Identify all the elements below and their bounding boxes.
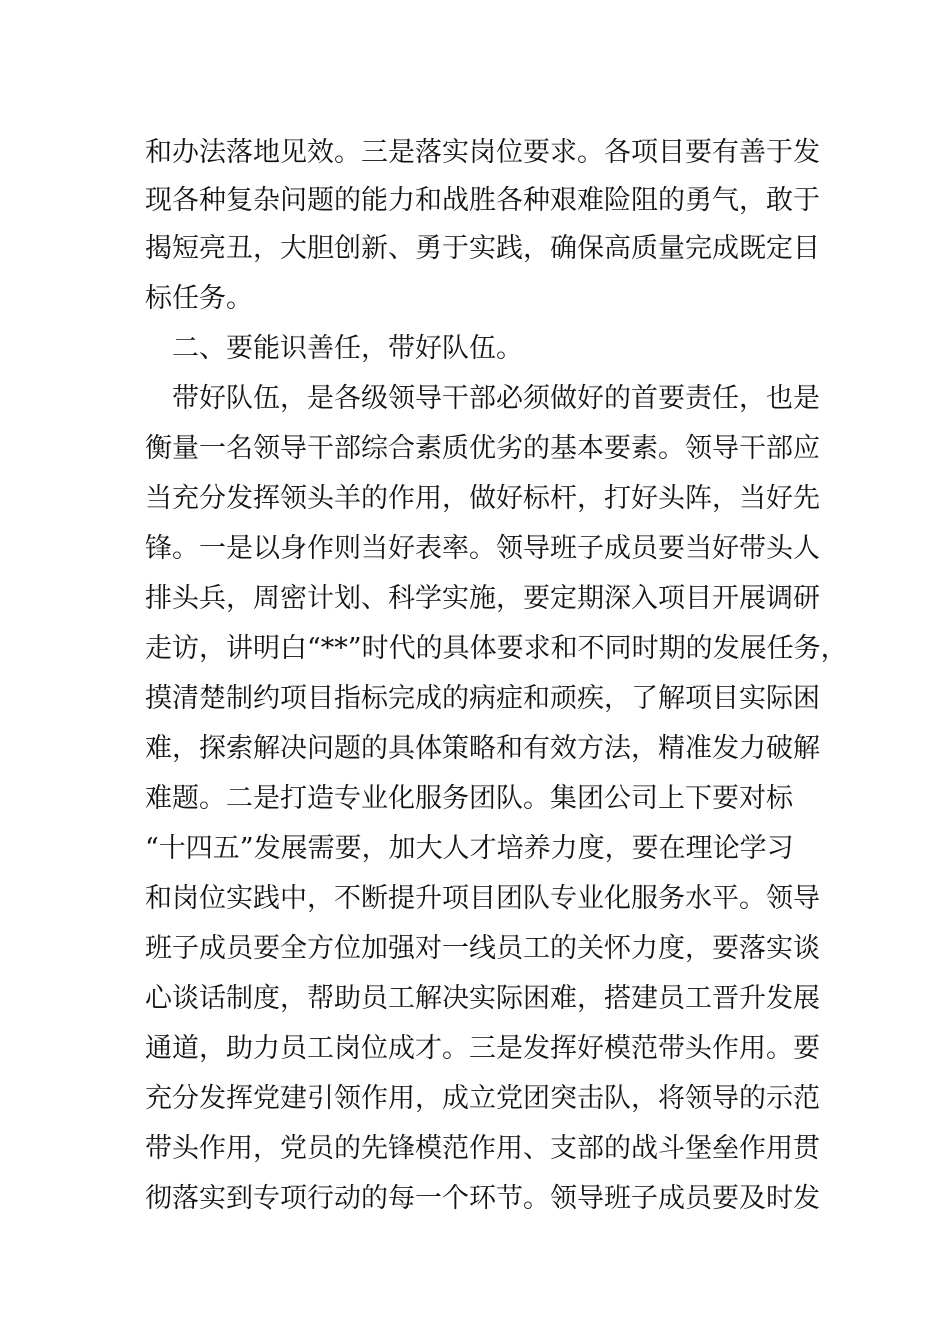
- text-line: 难，探索解决问题的具体策略和有效方法，精准发力破解: [145, 733, 820, 764]
- text-line: 和岗位实践中，不断提升项目团队专业化服务水平。领导: [145, 883, 820, 914]
- text-line: 锋。一是以身作则当好表率。领导班子成员要当好带头人: [145, 533, 820, 564]
- text-line: 摸清楚制约项目指标完成的病症和顽疾，了解项目实际困: [145, 683, 820, 714]
- text-line: “十四五”发展需要，加大人才培养力度，要在理论学习: [145, 833, 794, 864]
- text-line: 揭短亮丑，大胆创新、勇于实践，确保高质量完成既定目: [145, 233, 820, 264]
- text-line: 和办法落地见效。三是落实岗位要求。各项目要有善于发: [145, 137, 820, 168]
- text-line: 走访，讲明白“**”时代的具体要求和不同时期的发展任务，: [145, 633, 848, 664]
- text-line: 难题。二是打造专业化服务团队。集团公司上下要对标: [145, 783, 793, 814]
- text-line: 班子成员要全方位加强对一线员工的关怀力度，要落实谈: [145, 933, 820, 964]
- text-line: 带头作用，党员的先锋模范作用、支部的战斗堡垒作用贯: [145, 1133, 820, 1164]
- text-line: 彻落实到专项行动的每一个环节。领导班子成员要及时发: [145, 1183, 820, 1214]
- text-line: 衡量一名领导干部综合素质优劣的基本要素。领导干部应: [145, 433, 820, 464]
- text-line: 排头兵，周密计划、科学实施，要定期深入项目开展调研: [145, 583, 820, 614]
- text-line: 通道，助力员工岗位成才。三是发挥好模范带头作用。要: [145, 1033, 820, 1064]
- text-line: 心谈话制度，帮助员工解决实际困难，搭建员工晋升发展: [145, 983, 820, 1014]
- text-line: 带好队伍，是各级领导干部必须做好的首要责任，也是: [145, 383, 820, 414]
- text-line: 现各种复杂问题的能力和战胜各种艰难险阻的勇气，敢于: [145, 185, 820, 216]
- text-line: 当充分发挥领头羊的作用，做好标杆，打好头阵，当好先: [145, 483, 820, 514]
- section-heading: 二、要能识善任，带好队伍。: [145, 333, 523, 364]
- text-line: 标任务。: [145, 283, 253, 314]
- text-line: 充分发挥党建引领作用，成立党团突击队，将领导的示范: [145, 1083, 820, 1114]
